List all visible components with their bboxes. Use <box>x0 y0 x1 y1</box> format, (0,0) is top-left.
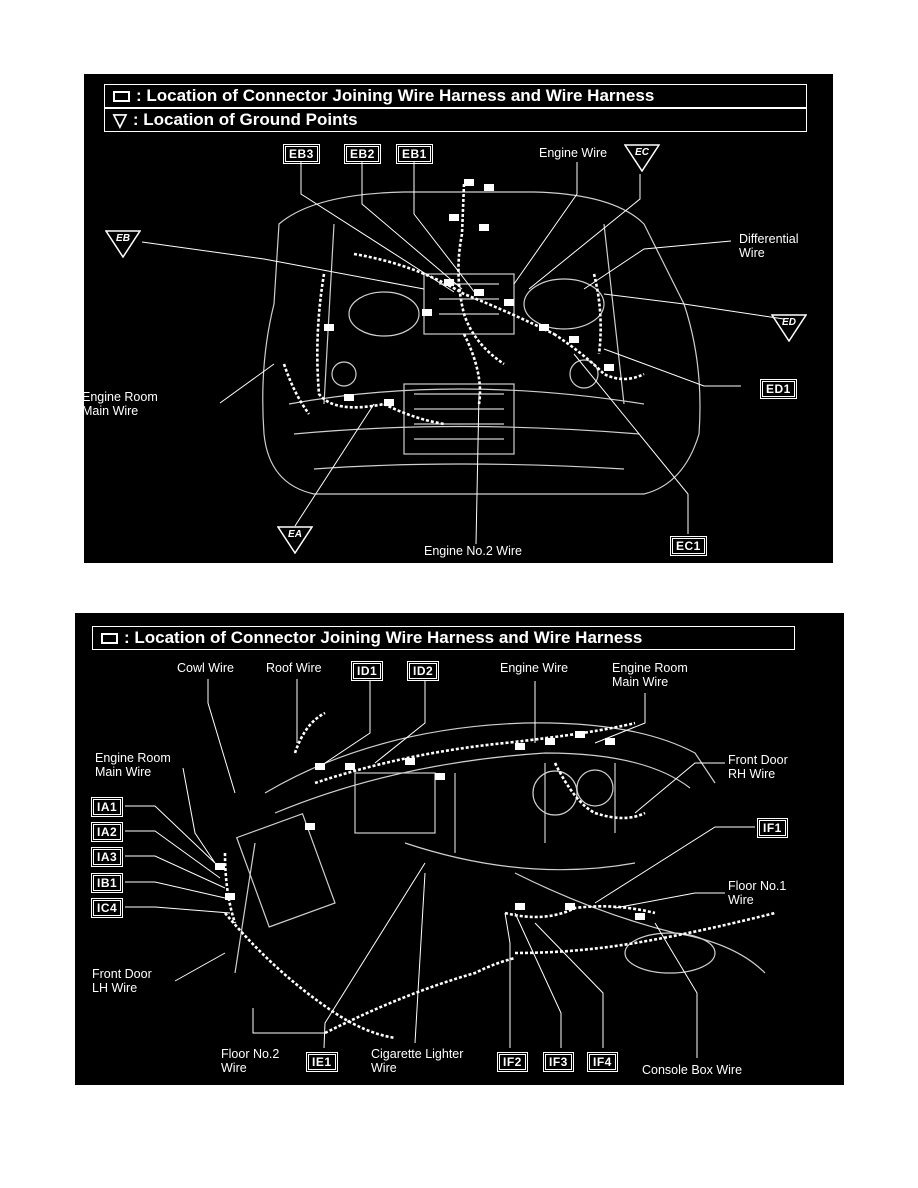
label-front-door-lh-wire: Front Door LH Wire <box>92 967 152 995</box>
connector-if2: IF2 <box>499 1054 526 1070</box>
engine-room-illustration <box>84 74 833 563</box>
engine-room-diagram-panel <box>84 74 833 563</box>
connector-if3: IF3 <box>545 1054 572 1070</box>
connector-eb2: EB2 <box>346 146 379 162</box>
connector-if4: IF4 <box>589 1054 616 1070</box>
connector-box-symbol <box>113 91 130 102</box>
ground-eb: EB <box>105 230 141 258</box>
label-engine-room-main-wire: Engine Room Main Wire <box>82 390 158 418</box>
label-cowl-wire: Cowl Wire <box>177 661 234 675</box>
label-front-door-rh-wire: Front Door RH Wire <box>728 753 788 781</box>
ground-legend-header: ▽ : Location of Ground Points <box>104 108 807 132</box>
connector-ic4: IC4 <box>93 900 121 916</box>
label-floor-no2-wire: Floor No.2 Wire <box>221 1047 280 1075</box>
connector-id1: ID1 <box>353 663 381 679</box>
label-engine-room-main-wire-right: Engine Room Main Wire <box>612 661 688 689</box>
label-floor-no1-wire: Floor No.1 Wire <box>728 879 787 907</box>
label-differential-wire: Differential Wire <box>739 232 799 260</box>
ground-triangle-symbol: ▽ <box>113 110 127 130</box>
ground-ec: EC <box>624 144 660 172</box>
connector-if1: IF1 <box>759 820 786 836</box>
label-engine-room-main-wire-left: Engine Room Main Wire <box>95 751 171 779</box>
ground-ed: ED <box>771 314 807 342</box>
connector-ia3: IA3 <box>93 849 121 865</box>
connector-ed1: ED1 <box>762 381 795 397</box>
connector-ib1: IB1 <box>93 875 121 891</box>
connector-ia2: IA2 <box>93 824 121 840</box>
connector-legend-header-bottom: : Location of Connector Joining Wire Harness and Wire Harness <box>92 626 795 650</box>
ground-ea: EA <box>277 526 313 554</box>
label-engine-wire-bottom: Engine Wire <box>500 661 569 675</box>
connector-eb1: EB1 <box>398 146 431 162</box>
label-roof-wire: Roof Wire <box>266 661 322 675</box>
connector-ec1: EC1 <box>672 538 705 554</box>
connector-ie1: IE1 <box>308 1054 336 1070</box>
instrument-panel-illustration <box>75 613 844 1085</box>
connector-id2: ID2 <box>409 663 437 679</box>
label-console-box-wire: Console Box Wire <box>642 1063 743 1077</box>
instrument-panel-diagram-panel <box>75 613 844 1085</box>
connector-ia1: IA1 <box>93 799 121 815</box>
label-cigarette-lighter-wire: Cigarette Lighter Wire <box>371 1047 464 1075</box>
label-engine-no2-wire: Engine No.2 Wire <box>424 544 522 558</box>
label-engine-wire: Engine Wire <box>539 146 608 160</box>
connector-box-symbol <box>101 633 118 644</box>
connector-legend-header: : Location of Connector Joining Wire Harness and Wire Harness <box>104 84 807 108</box>
connector-eb3: EB3 <box>285 146 318 162</box>
